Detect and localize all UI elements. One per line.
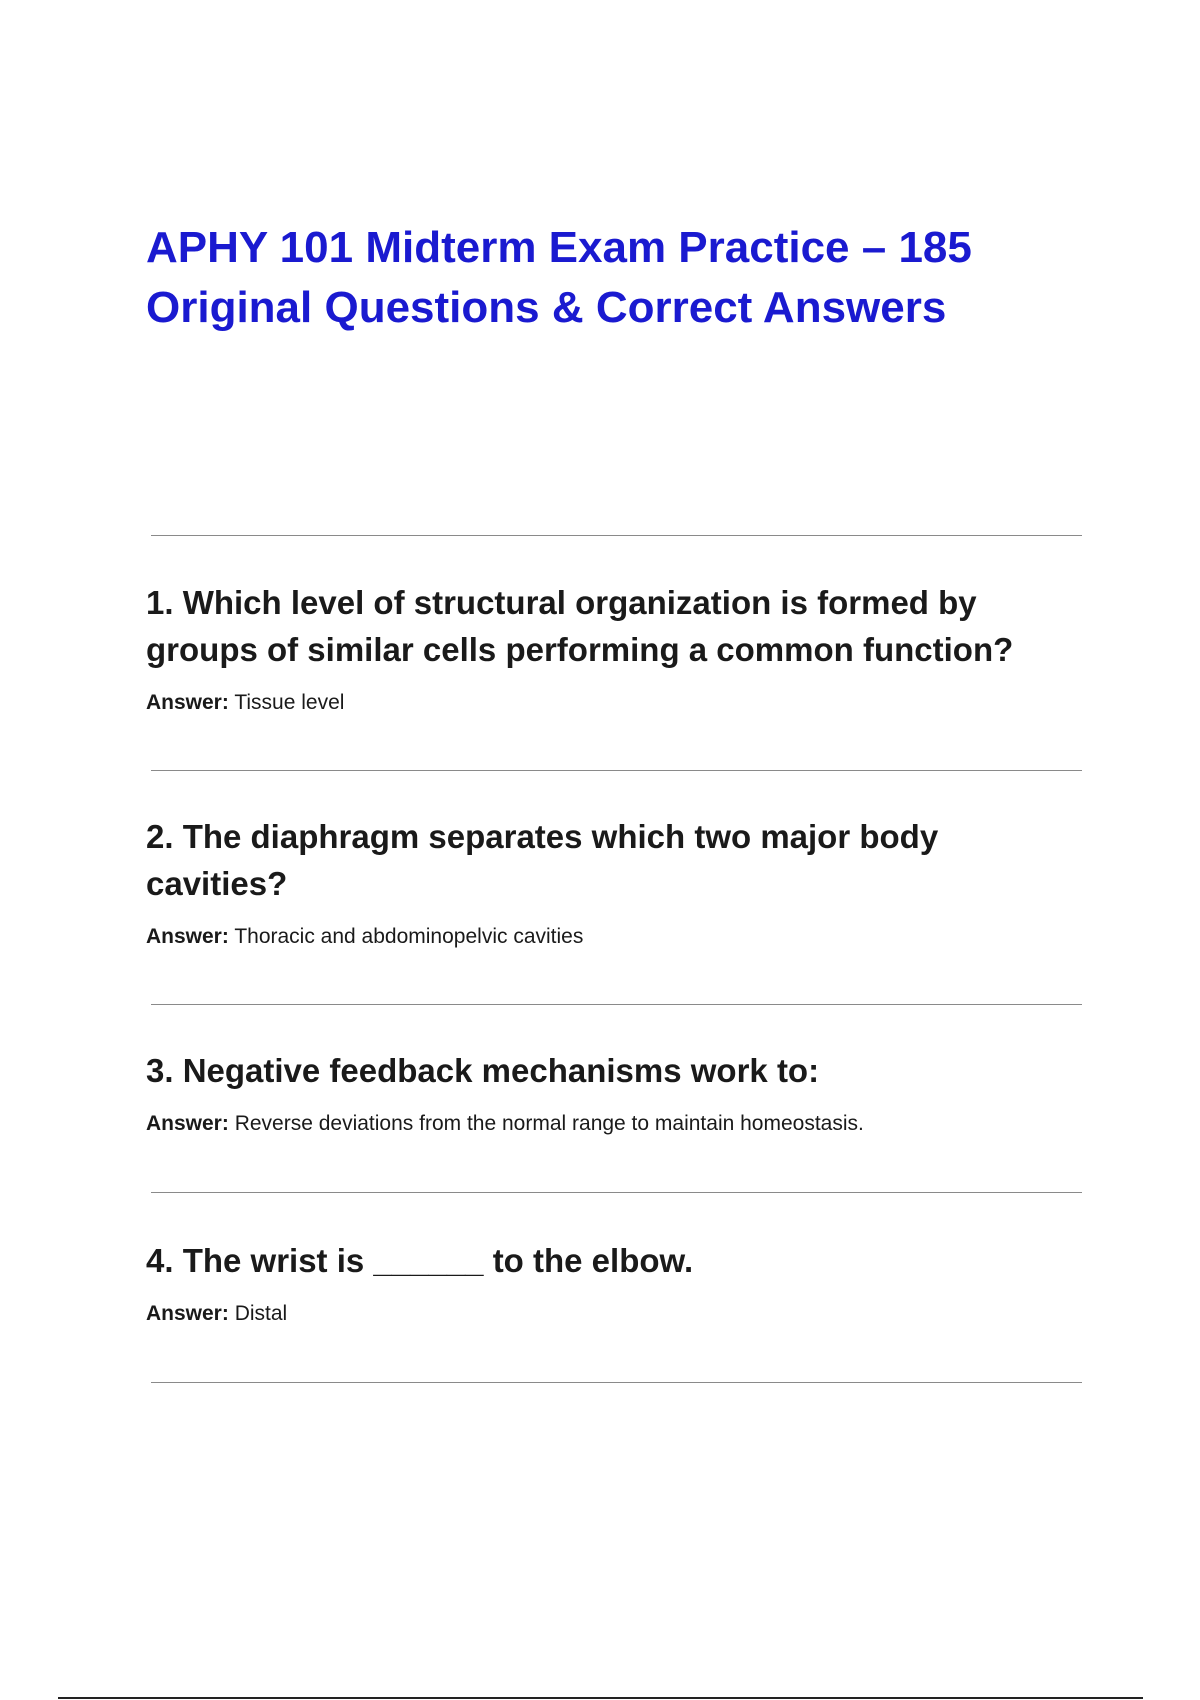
answer-line bbox=[146, 689, 1086, 717]
question-block-2 bbox=[146, 813, 1086, 951]
question-text: 3. Negative feedback mechanisms work to: bbox=[146, 1052, 820, 1089]
answer-line bbox=[146, 1110, 1086, 1138]
question-text: 4. The wrist is ______ to the elbow. bbox=[146, 1242, 694, 1279]
document-title: APHY 101 Midterm Exam Practice – 185 Original Questions & Correct Answers bbox=[146, 223, 972, 332]
divider-rule bbox=[151, 1004, 1082, 1005]
divider-rule bbox=[151, 1382, 1082, 1383]
answer-text: Distal bbox=[234, 1302, 288, 1325]
page-bottom-rule bbox=[58, 1697, 1143, 1699]
answer-text: Thoracic and abdominopelvic cavities bbox=[234, 925, 584, 948]
answer-label: Answer: bbox=[146, 925, 229, 948]
answer-text: Reverse deviations from the normal range to maintain homeostasis. bbox=[234, 1112, 864, 1135]
divider-rule bbox=[151, 535, 1082, 536]
divider-rule bbox=[151, 770, 1082, 771]
question-text: 1. Which level of structural organization is formed by groups of similar cells performing a common function? bbox=[146, 584, 1014, 668]
answer-text: Tissue level bbox=[234, 691, 345, 714]
question-block-4 bbox=[146, 1237, 1086, 1328]
question-text: 2. The diaphragm separates which two major body cavities? bbox=[146, 818, 939, 902]
answer-label: Answer: bbox=[146, 1112, 229, 1135]
divider-rule bbox=[151, 1192, 1082, 1193]
question-block-3 bbox=[146, 1047, 1086, 1138]
answer-label: Answer: bbox=[146, 691, 229, 714]
answer-line bbox=[146, 923, 1086, 951]
answer-line bbox=[146, 1300, 1086, 1328]
answer-label: Answer: bbox=[146, 1302, 229, 1325]
question-block-1 bbox=[146, 579, 1086, 717]
